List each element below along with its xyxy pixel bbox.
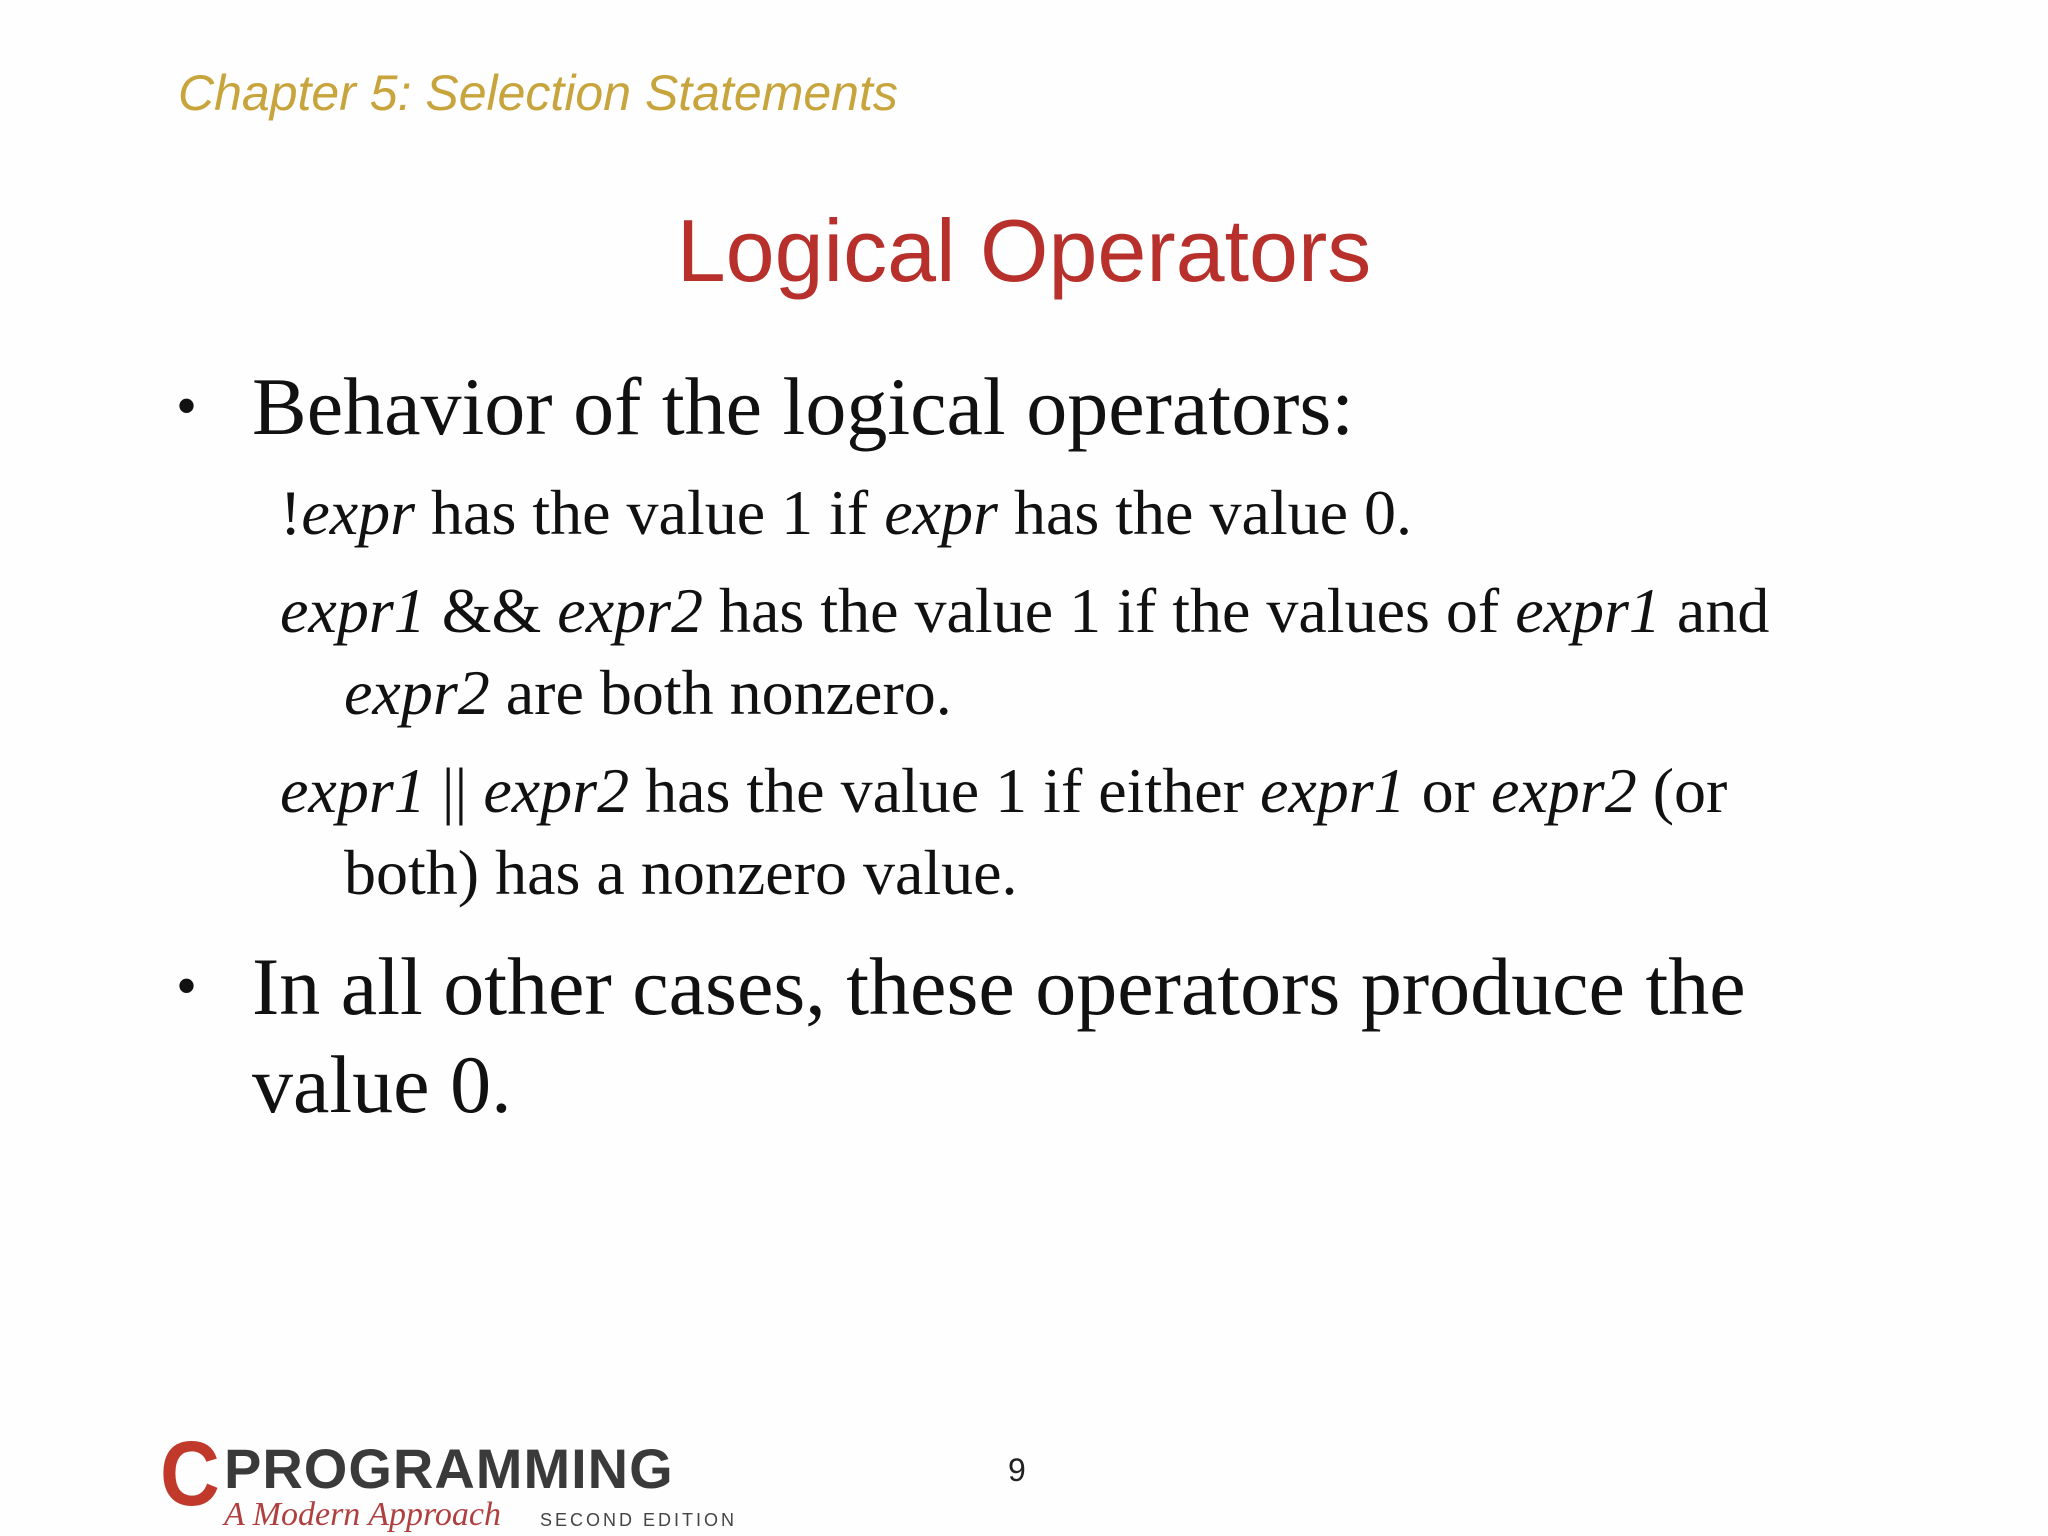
item-or-part: expr1 (280, 755, 426, 826)
bullet-other-cases-line1: In all other cases, these operators produce the (252, 941, 1746, 1032)
item-and-part: expr1 (280, 575, 426, 646)
bullet-other-cases-line2: value 0. (252, 1039, 512, 1130)
logo-c-letter: C (160, 1423, 220, 1525)
book-logo (160, 1423, 760, 1533)
item-not-part: has the value 1 if (415, 477, 885, 548)
item-and-part: && (425, 575, 558, 646)
chapter-heading: Chapter 5: Selection Statements (178, 65, 898, 121)
item-not-part: has the value 0. (997, 477, 1413, 548)
item-not-part: expr (884, 477, 998, 548)
item-not-part: expr (301, 477, 416, 548)
item-and-operator (280, 570, 1769, 734)
item-and-continuation (280, 652, 1769, 734)
item-or-continuation: both) has a nonzero value. (344, 837, 1018, 908)
item-or-part: || (425, 755, 484, 826)
item-and-part: has the value 1 if the values of (703, 575, 1516, 646)
item-not-part: ! (280, 477, 302, 548)
item-or-operator (280, 750, 1727, 914)
item-and-part: expr2 (344, 657, 490, 728)
bullet-behavior: Behavior of the logical operators: (252, 361, 1355, 452)
bullet-other-cases (252, 938, 1746, 1134)
item-and-part: are both nonzero. (489, 657, 952, 728)
logo-subtitle: A Modern Approach (224, 1496, 502, 1533)
item-and-part: expr1 (1515, 575, 1661, 646)
slide-title: Logical Operators (676, 201, 1372, 300)
logo-edition: SECOND EDITION (540, 1510, 738, 1530)
item-or-part: expr2 (483, 755, 630, 826)
item-and-part: and (1660, 575, 1770, 646)
item-or-part: (or (1636, 755, 1728, 826)
bullet-marker: • (176, 953, 198, 1019)
bullet-marker: • (176, 373, 198, 439)
item-not-operator (280, 472, 1412, 554)
item-or-part: expr1 (1259, 755, 1406, 826)
item-or-part: expr2 (1490, 755, 1637, 826)
page-number: 9 (1008, 1452, 1026, 1488)
logo-programming: PROGRAMMING (224, 1437, 674, 1500)
item-or-part: or (1405, 755, 1491, 826)
item-and-part: expr2 (557, 575, 703, 646)
item-or-part: has the value 1 if either (629, 755, 1260, 826)
